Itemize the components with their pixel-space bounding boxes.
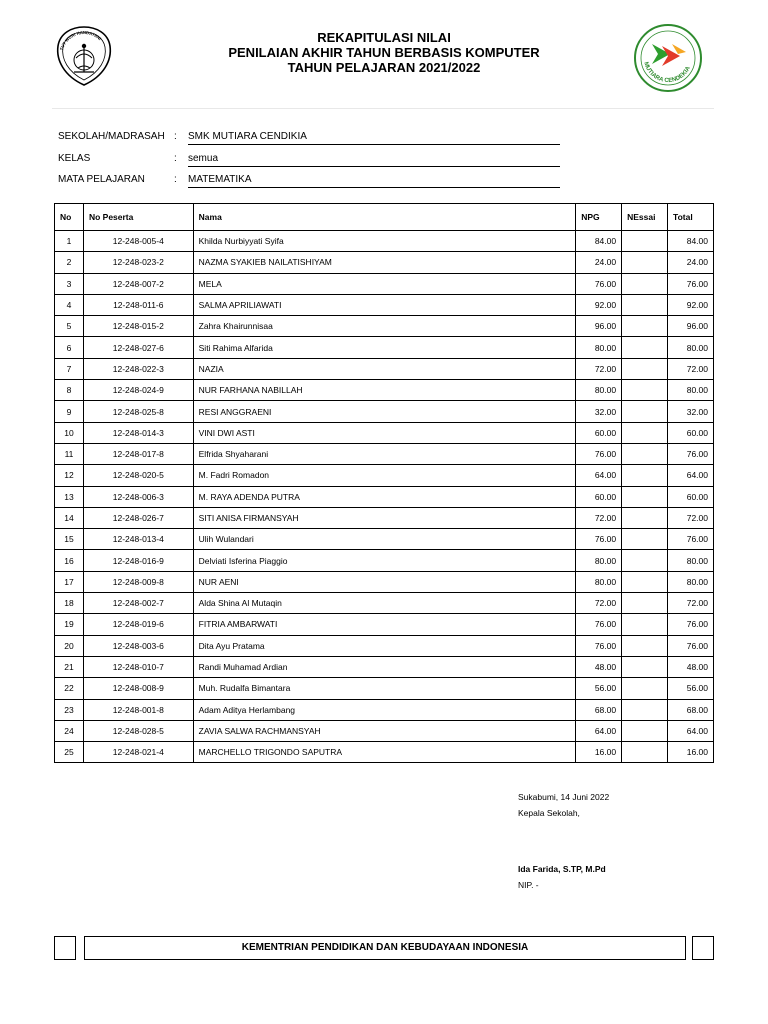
table-row — [55, 550, 714, 571]
npg-score: 96.00 — [576, 316, 622, 337]
student-name: ZAVIA SALWA RACHMANSYAH — [193, 720, 576, 741]
table-row — [55, 316, 714, 337]
row-number: 2 — [55, 252, 84, 273]
essai-score — [622, 635, 668, 656]
title-line-3: TAHUN PELAJARAN 2021/2022 — [287, 60, 481, 75]
title-line-2: PENILAIAN AKHIR TAHUN BERBASIS KOMPUTER — [228, 45, 540, 60]
total-score: 64.00 — [668, 720, 714, 741]
student-name: Muh. Rudalfa Bimantara — [193, 678, 576, 699]
participant-number: 12-248-005-4 — [83, 231, 193, 252]
participant-number: 12-248-009-8 — [83, 571, 193, 592]
total-score: 32.00 — [668, 401, 714, 422]
table-row — [55, 635, 714, 656]
total-score: 80.00 — [668, 380, 714, 401]
table-row — [55, 614, 714, 635]
student-name: Ulih Wulandari — [193, 529, 576, 550]
essai-score — [622, 656, 668, 677]
table-row — [55, 273, 714, 294]
participant-number: 12-248-015-2 — [83, 316, 193, 337]
row-number: 13 — [55, 486, 84, 507]
participant-number: 12-248-023-2 — [83, 252, 193, 273]
npg-score: 80.00 — [576, 337, 622, 358]
participant-number: 12-248-016-9 — [83, 550, 193, 571]
npg-score: 60.00 — [576, 486, 622, 507]
participant-number: 12-248-002-7 — [83, 593, 193, 614]
table-row — [55, 294, 714, 315]
total-score: 72.00 — [668, 358, 714, 379]
footer-left-box — [54, 936, 76, 960]
total-score: 92.00 — [668, 294, 714, 315]
participant-number: 12-248-001-8 — [83, 699, 193, 720]
student-name: SALMA APRILIAWATI — [193, 294, 576, 315]
header-divider — [52, 108, 714, 109]
npg-score: 72.00 — [576, 358, 622, 379]
npg-score: 24.00 — [576, 252, 622, 273]
npg-score: 32.00 — [576, 401, 622, 422]
npg-score: 56.00 — [576, 678, 622, 699]
essai-score — [622, 231, 668, 252]
header-nessai: NEssai — [622, 204, 668, 231]
essai-score — [622, 529, 668, 550]
npg-score: 64.00 — [576, 720, 622, 741]
total-score: 72.00 — [668, 593, 714, 614]
student-name: Delviati Isferina Piaggio — [193, 550, 576, 571]
essai-score — [622, 678, 668, 699]
mutiara-cendekia-logo-icon — [632, 22, 704, 94]
total-score: 72.00 — [668, 507, 714, 528]
row-number: 25 — [55, 742, 84, 763]
table-row — [55, 678, 714, 699]
row-number: 17 — [55, 571, 84, 592]
essai-score — [622, 380, 668, 401]
npg-score: 76.00 — [576, 443, 622, 464]
total-score: 76.00 — [668, 273, 714, 294]
header-name: Nama — [193, 204, 576, 231]
npg-score: 76.00 — [576, 273, 622, 294]
subject-label: MATA PELAJARAN — [58, 174, 145, 185]
participant-number: 12-248-022-3 — [83, 358, 193, 379]
total-score: 96.00 — [668, 316, 714, 337]
essai-score — [622, 614, 668, 635]
table-row — [55, 720, 714, 741]
participant-number: 12-248-017-8 — [83, 443, 193, 464]
row-number: 3 — [55, 273, 84, 294]
table-row — [55, 465, 714, 486]
participant-number: 12-248-008-9 — [83, 678, 193, 699]
row-number: 6 — [55, 337, 84, 358]
row-number: 18 — [55, 593, 84, 614]
student-name: SITI ANISA FIRMANSYAH — [193, 507, 576, 528]
signature-role: Kepala Sekolah, — [518, 808, 580, 818]
total-score: 60.00 — [668, 486, 714, 507]
essai-score — [622, 316, 668, 337]
participant-number: 12-248-027-6 — [83, 337, 193, 358]
student-name: NAZIA — [193, 358, 576, 379]
grades-table — [54, 203, 714, 763]
participant-number: 12-248-003-6 — [83, 635, 193, 656]
npg-score: 16.00 — [576, 742, 622, 763]
row-number: 21 — [55, 656, 84, 677]
total-score: 80.00 — [668, 571, 714, 592]
total-score: 56.00 — [668, 678, 714, 699]
student-name: Elfrida Shyaharani — [193, 443, 576, 464]
participant-number: 12-248-013-4 — [83, 529, 193, 550]
class-label: KELAS — [58, 153, 91, 164]
document-title — [150, 30, 618, 75]
npg-score: 76.00 — [576, 614, 622, 635]
table-row — [55, 422, 714, 443]
signature-name: Ida Farida, S.TP, M.Pd — [518, 864, 606, 874]
npg-score: 84.00 — [576, 231, 622, 252]
npg-score: 68.00 — [576, 699, 622, 720]
student-name: Khilda Nurbiyyati Syifa — [193, 231, 576, 252]
table-row — [55, 571, 714, 592]
row-number: 5 — [55, 316, 84, 337]
essai-score — [622, 465, 668, 486]
left-logo-text: TUT WURI HANDAYANI — [58, 29, 103, 51]
signature-nip: NIP. - — [518, 880, 539, 890]
student-name: MARCHELLO TRIGONDO SAPUTRA — [193, 742, 576, 763]
row-number: 16 — [55, 550, 84, 571]
signature-place-date: Sukabumi, 14 Juni 2022 — [518, 792, 610, 802]
essai-score — [622, 571, 668, 592]
table-row — [55, 380, 714, 401]
npg-score: 60.00 — [576, 422, 622, 443]
row-number: 1 — [55, 231, 84, 252]
footer-right-box — [692, 936, 714, 960]
participant-number: 12-248-021-4 — [83, 742, 193, 763]
essai-score — [622, 507, 668, 528]
total-score: 76.00 — [668, 614, 714, 635]
title-line-1: REKAPITULASI NILAI — [317, 30, 451, 45]
total-score: 64.00 — [668, 465, 714, 486]
student-name: RESI ANGGRAENI — [193, 401, 576, 422]
table-row — [55, 656, 714, 677]
row-number: 14 — [55, 507, 84, 528]
essai-score — [622, 486, 668, 507]
participant-number: 12-248-007-2 — [83, 273, 193, 294]
essai-score — [622, 593, 668, 614]
essai-score — [622, 294, 668, 315]
table-row — [55, 337, 714, 358]
subject-value: MATEMATIKA — [188, 174, 560, 188]
table-row — [55, 252, 714, 273]
table-row — [55, 507, 714, 528]
school-value: SMK MUTIARA CENDIKIA — [188, 131, 560, 145]
essai-score — [622, 358, 668, 379]
total-score: 60.00 — [668, 422, 714, 443]
total-score: 80.00 — [668, 337, 714, 358]
npg-score: 72.00 — [576, 507, 622, 528]
total-score: 80.00 — [668, 550, 714, 571]
header-npg: NPG — [576, 204, 622, 231]
participant-number: 12-248-024-9 — [83, 380, 193, 401]
student-name: FITRIA AMBARWATI — [193, 614, 576, 635]
npg-score: 92.00 — [576, 294, 622, 315]
npg-score: 64.00 — [576, 465, 622, 486]
student-name: MELA — [193, 273, 576, 294]
total-score: 76.00 — [668, 529, 714, 550]
essai-score — [622, 443, 668, 464]
table-row — [55, 742, 714, 763]
student-name: NUR FARHANA NABILLAH — [193, 380, 576, 401]
header-no: No — [55, 204, 84, 231]
tut-wuri-handayani-emblem-icon — [52, 24, 116, 88]
school-colon: : — [174, 131, 177, 142]
student-name: Zahra Khairunnisaa — [193, 316, 576, 337]
school-label: SEKOLAH/MADRASAH — [58, 131, 165, 142]
header-total: Total — [668, 204, 714, 231]
table-row — [55, 401, 714, 422]
table-row — [55, 358, 714, 379]
essai-score — [622, 742, 668, 763]
participant-number: 12-248-019-6 — [83, 614, 193, 635]
student-name: M. Fadri Romadon — [193, 465, 576, 486]
npg-score: 80.00 — [576, 571, 622, 592]
participant-number: 12-248-026-7 — [83, 507, 193, 528]
essai-score — [622, 252, 668, 273]
row-number: 11 — [55, 443, 84, 464]
row-number: 10 — [55, 422, 84, 443]
total-score: 48.00 — [668, 656, 714, 677]
student-name: Dita Ayu Pratama — [193, 635, 576, 656]
student-name: Randi Muhamad Ardian — [193, 656, 576, 677]
row-number: 19 — [55, 614, 84, 635]
participant-number: 12-248-010-7 — [83, 656, 193, 677]
essai-score — [622, 550, 668, 571]
row-number: 12 — [55, 465, 84, 486]
footer-ministry-label: KEMENTRIAN PENDIDIKAN DAN KEBUDAYAAN INDONESIA — [84, 936, 686, 960]
student-name: VINI DWI ASTI — [193, 422, 576, 443]
subject-colon: : — [174, 174, 177, 185]
participant-number: 12-248-020-5 — [83, 465, 193, 486]
essai-score — [622, 401, 668, 422]
right-logo-text: MUTIARA CENDEKIA — [642, 61, 692, 85]
row-number: 24 — [55, 720, 84, 741]
npg-score: 80.00 — [576, 550, 622, 571]
npg-score: 72.00 — [576, 593, 622, 614]
total-score: 24.00 — [668, 252, 714, 273]
total-score: 16.00 — [668, 742, 714, 763]
table-row — [55, 486, 714, 507]
essai-score — [622, 422, 668, 443]
header-participant-number: No Peserta — [83, 204, 193, 231]
npg-score: 80.00 — [576, 380, 622, 401]
total-score: 84.00 — [668, 231, 714, 252]
table-header-row — [55, 204, 714, 231]
table-row — [55, 529, 714, 550]
row-number: 23 — [55, 699, 84, 720]
table-row — [55, 231, 714, 252]
npg-score: 76.00 — [576, 529, 622, 550]
total-score: 76.00 — [668, 635, 714, 656]
table-row — [55, 593, 714, 614]
student-name: M. RAYA ADENDA PUTRA — [193, 486, 576, 507]
row-number: 20 — [55, 635, 84, 656]
student-name: NAZMA SYAKIEB NAILATISHIYAM — [193, 252, 576, 273]
row-number: 8 — [55, 380, 84, 401]
total-score: 76.00 — [668, 443, 714, 464]
npg-score: 48.00 — [576, 656, 622, 677]
row-number: 4 — [55, 294, 84, 315]
essai-score — [622, 337, 668, 358]
total-score: 68.00 — [668, 699, 714, 720]
essai-score — [622, 273, 668, 294]
row-number: 7 — [55, 358, 84, 379]
row-number: 15 — [55, 529, 84, 550]
participant-number: 12-248-011-6 — [83, 294, 193, 315]
npg-score: 76.00 — [576, 635, 622, 656]
student-name: Siti Rahima Alfarida — [193, 337, 576, 358]
essai-score — [622, 699, 668, 720]
student-name: Alda Shina Al Mutaqin — [193, 593, 576, 614]
student-name: Adam Aditya Herlambang — [193, 699, 576, 720]
participant-number: 12-248-025-8 — [83, 401, 193, 422]
participant-number: 12-248-014-3 — [83, 422, 193, 443]
table-row — [55, 443, 714, 464]
essai-score — [622, 720, 668, 741]
student-name: NUR AENI — [193, 571, 576, 592]
table-row — [55, 699, 714, 720]
participant-number: 12-248-028-5 — [83, 720, 193, 741]
class-value: semua — [188, 153, 560, 167]
class-colon: : — [174, 153, 177, 164]
participant-number: 12-248-006-3 — [83, 486, 193, 507]
row-number: 22 — [55, 678, 84, 699]
row-number: 9 — [55, 401, 84, 422]
